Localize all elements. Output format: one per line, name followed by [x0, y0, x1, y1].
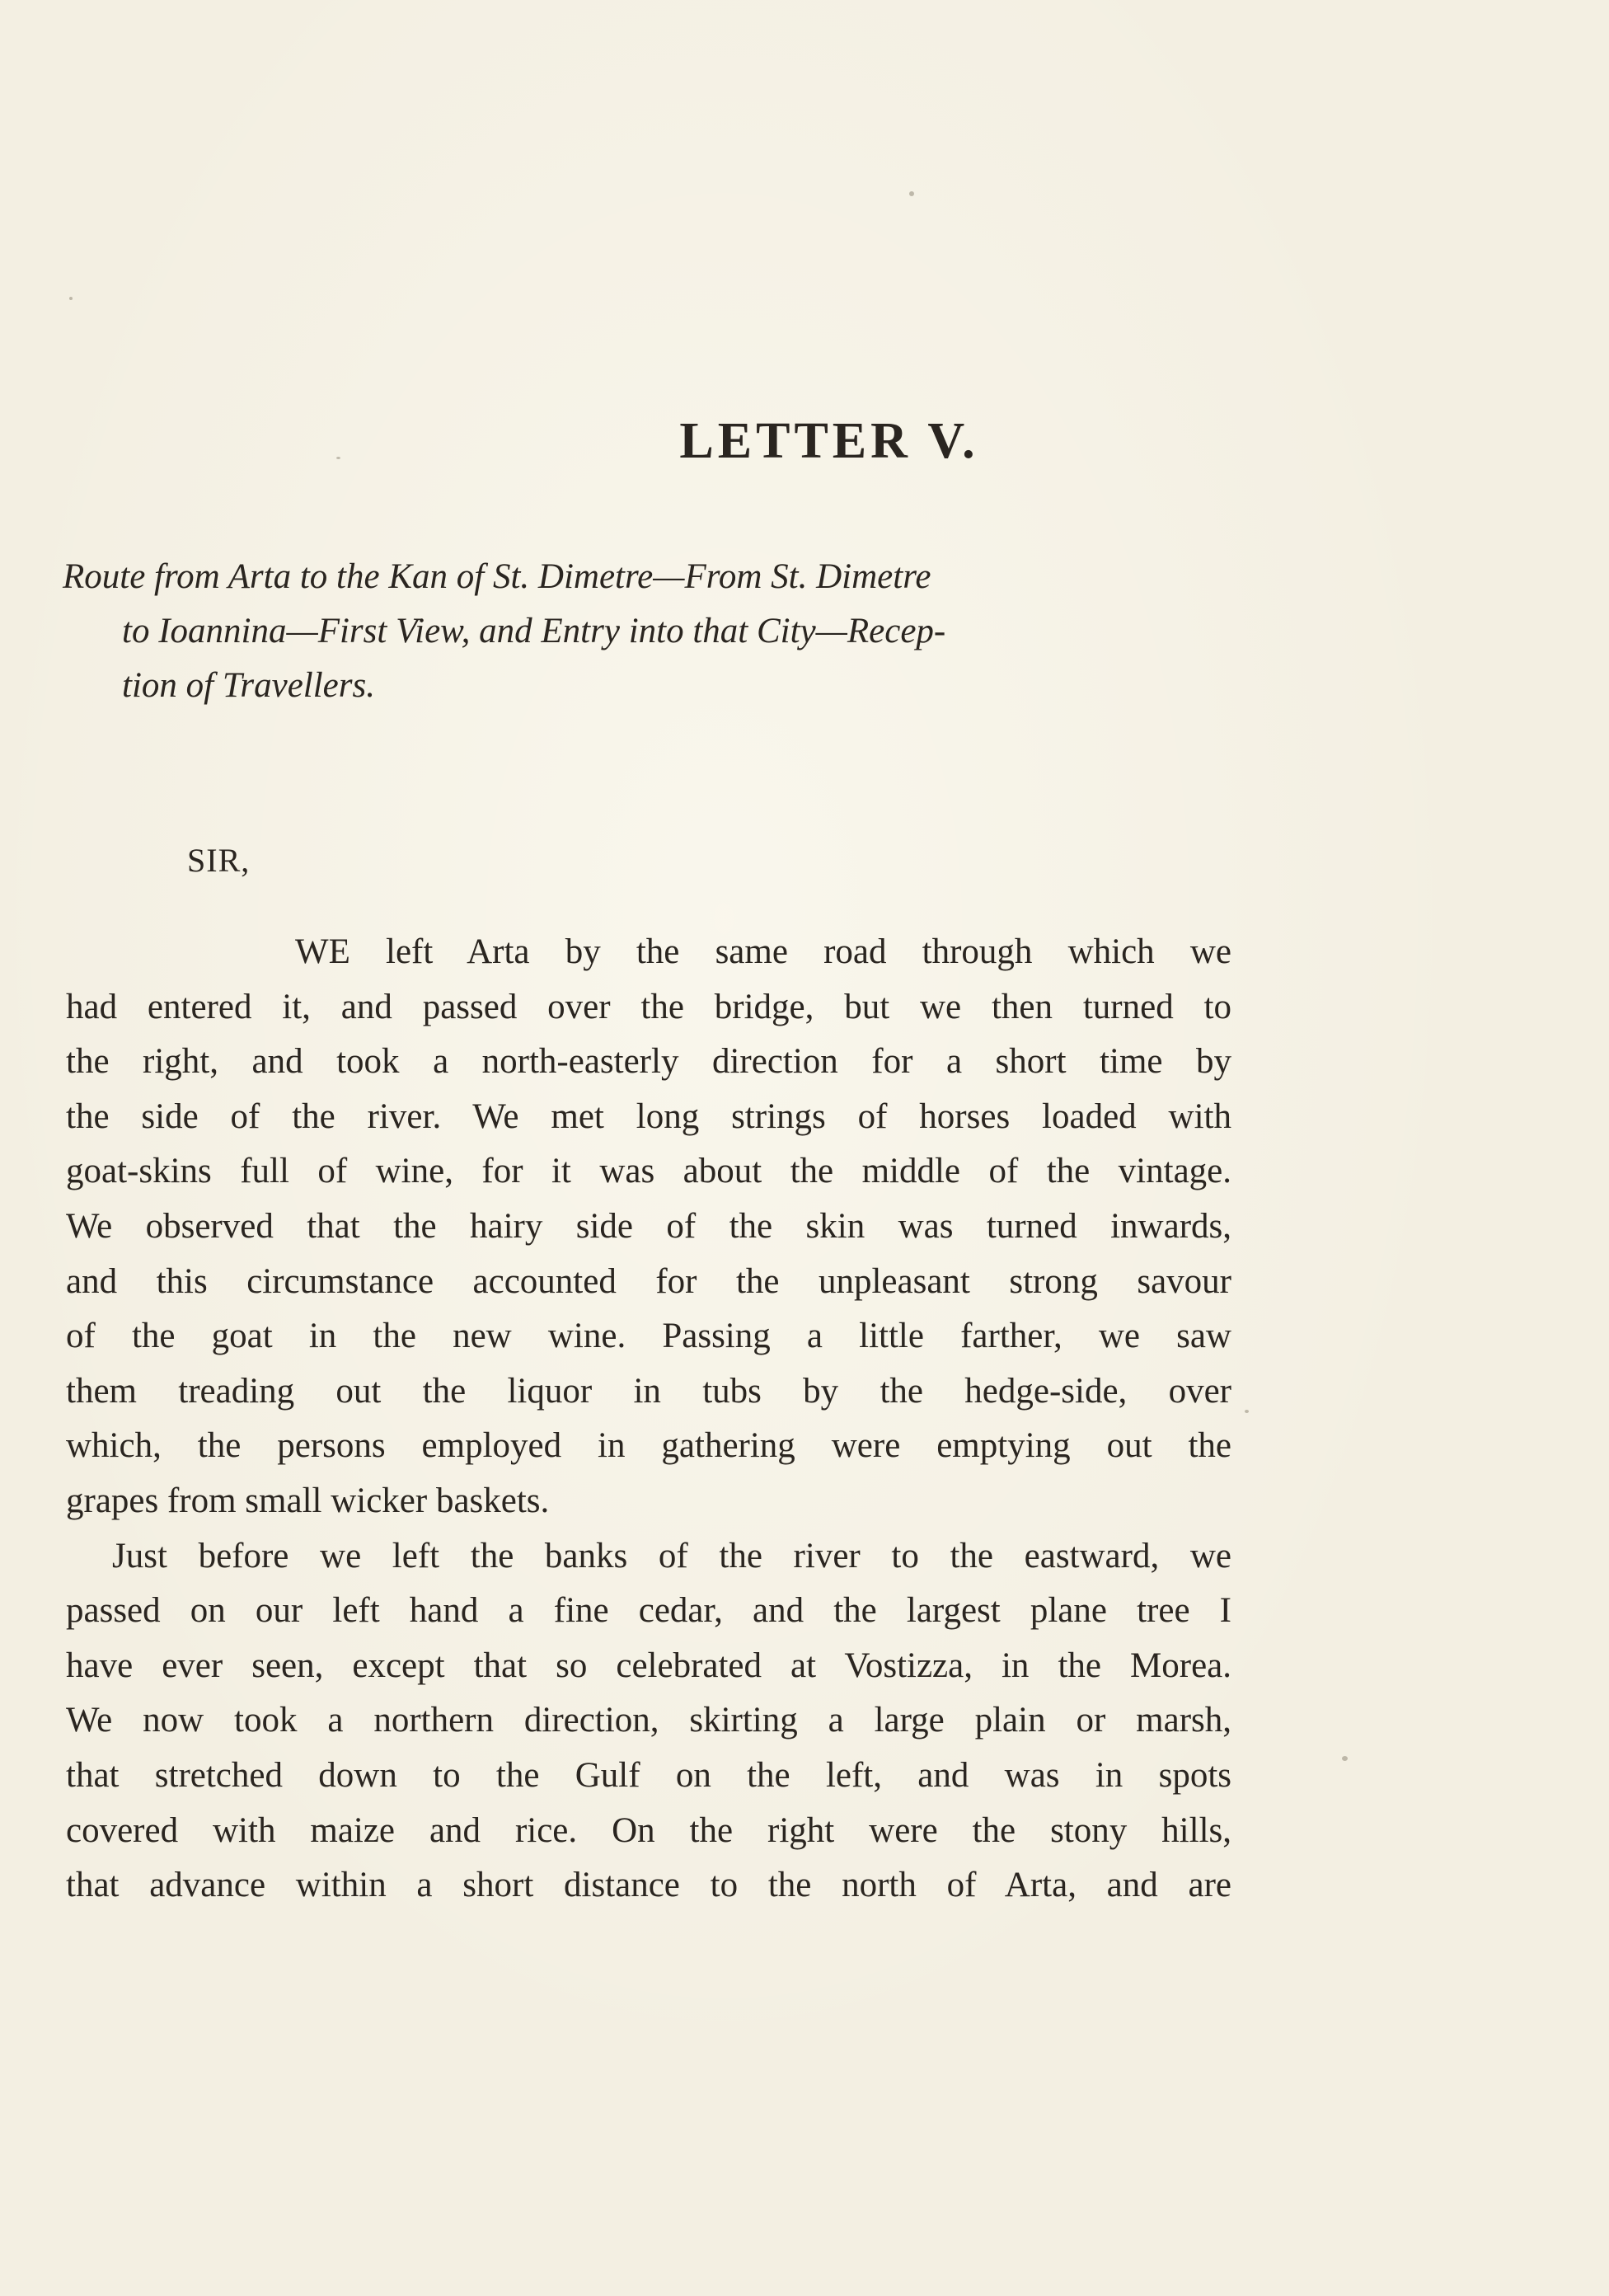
paper-speck: [69, 297, 73, 300]
body-line: the side of the river. We met long strings of horses loaded with: [66, 1096, 1231, 1136]
body-line: goat-skins full of wine, for it was about the middle of the vintage.: [66, 1152, 1231, 1191]
paper-speck: [1245, 1410, 1249, 1413]
summary-line: to Ioannina—First View, and Entry into that City—Recep-: [122, 612, 946, 650]
body-line: the right, and took a north-easterly direction for a short time by: [66, 1042, 1231, 1082]
body-line: and this circumstance accounted for the unpleasant strong savour: [66, 1261, 1231, 1301]
body-line: Just before we left the banks of the river to the eastward, we: [112, 1536, 1231, 1575]
body-line: that advance within a short distance to the north of Arta, and are: [66, 1866, 1231, 1905]
body-line: had entered it, and passed over the bridge, but we then turned to: [66, 987, 1231, 1026]
body-line: passed on our left hand a fine cedar, and the largest plane tree I: [66, 1591, 1231, 1631]
body-line: which, the persons employed in gathering were emptying out the: [66, 1426, 1231, 1466]
salutation: SIR,: [187, 842, 251, 879]
paper-speck: [336, 457, 340, 459]
reverse-page-show-through: [58, 173, 1245, 898]
body-line: We observed that the hairy side of the skin was turned inwards,: [66, 1206, 1231, 1246]
chapter-summary: [63, 550, 1233, 713]
body-line: WE left Arta by the same road through which we: [295, 932, 1231, 971]
summary-line: Route from Arta to the Kan of St. Dimetre—From St. Dimetre: [63, 557, 931, 596]
letter-body: [66, 925, 1231, 1913]
body-line: covered with maize and rice. On the right were the stony hills,: [66, 1810, 1231, 1850]
body-line: grapes from small wicker baskets.: [66, 1481, 550, 1520]
body-line: We now took a northern direction, skirting a large plain or marsh,: [66, 1701, 1231, 1740]
letter-title: LETTER V.: [679, 413, 979, 469]
body-line: have ever seen, except that so celebrated at Vostizza, in the Morea.: [66, 1646, 1231, 1685]
body-line: that stretched down to the Gulf on the left, and was in spots: [66, 1755, 1231, 1795]
summary-line: tion of Travellers.: [122, 666, 375, 705]
body-line: them treading out the liquor in tubs by the hedge-side, over: [66, 1371, 1231, 1411]
body-line: of the goat in the new wine. Passing a little farther, we saw: [66, 1317, 1231, 1356]
paper-speck: [909, 191, 914, 196]
paper-speck: [1342, 1756, 1348, 1761]
